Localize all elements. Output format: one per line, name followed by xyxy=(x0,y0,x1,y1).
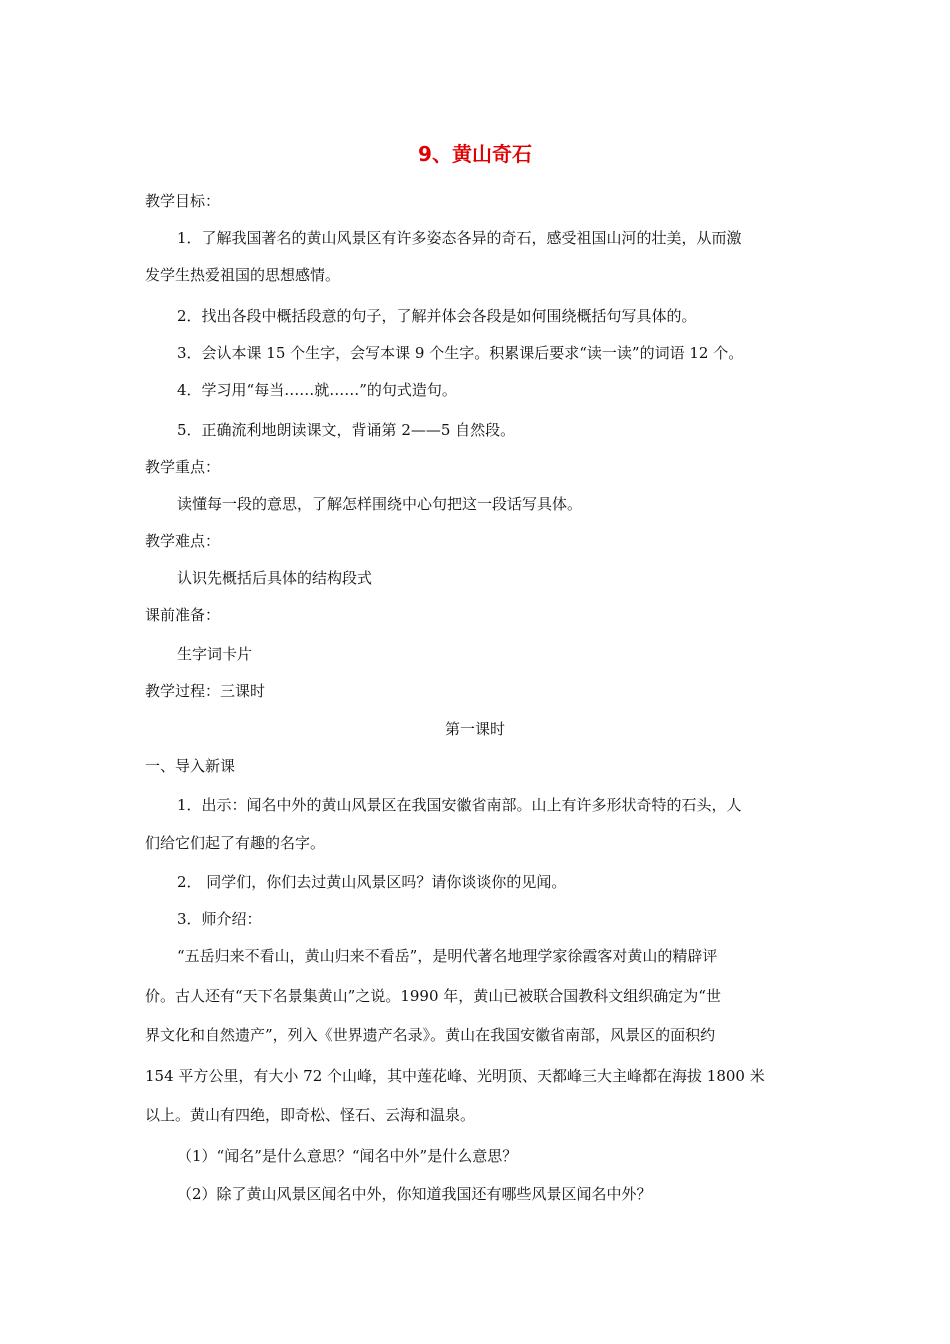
question-1: （1）“闻名”是什么意思？“闻名中外”是什么意思？ xyxy=(177,1147,518,1165)
section1-item-3: 3．师介绍： xyxy=(177,910,262,928)
intro-line-1: “五岳归来不看山，黄山归来不看岳”，是明代著名地理学家徐霞客对黄山的精辟评 xyxy=(177,947,718,965)
difficulties-text: 认识先概括后具体的结构段式 xyxy=(177,569,373,587)
objective-item-2: 2．找出各段中概括段意的句子，了解并体会各段是如何围绕概括句写具体的。 xyxy=(177,307,697,325)
question-2: （2）除了黄山风景区闻名中外，你知道我国还有哪些风景区闻名中外？ xyxy=(177,1185,652,1203)
intro-line-3: 界文化和自然遗产”，列入《世界遗产名录》。黄山在我国安徽省南部，风景区的面积约 xyxy=(145,1026,716,1044)
difficulties-heading: 教学难点： xyxy=(145,532,221,550)
intro-line-2: 价。古人还有“天下名景集黄山”之说。1990 年，黄山已被联合国教科文组织确定为“世 xyxy=(145,987,721,1005)
objective-item-5: 5．正确流利地朗读课文，背诵第 2——5 自然段。 xyxy=(177,421,516,439)
section1-item-1a: 1．出示：闻名中外的黄山风景区在我国安徽省南部。山上有许多形状奇特的石头，人 xyxy=(177,796,742,814)
preparation-text: 生字词卡片 xyxy=(177,645,253,663)
intro-line-5: 以上。黄山有四绝，即奇松、怪石、云海和温泉。 xyxy=(145,1106,476,1124)
section1-heading: 一、导入新课 xyxy=(145,757,236,775)
process-text: 教学过程：三课时 xyxy=(145,682,266,700)
objectives-heading: 教学目标： xyxy=(145,192,221,210)
lesson1-heading: 第一课时 xyxy=(444,720,505,738)
page-title: 9、黄山奇石 xyxy=(418,142,532,166)
objective-item-1a: 1．了解我国著名的黄山风景区有许多姿态各异的奇石，感受祖国山河的壮美，从而激 xyxy=(177,229,742,247)
section1-item-1b: 们给它们起了有趣的名字。 xyxy=(145,834,326,852)
section1-item-2: 2． 同学们，你们去过黄山风景区吗？请你谈谈你的见闻。 xyxy=(177,873,567,891)
objective-item-3: 3．会认本课 15 个生字，会写本课 9 个生字。积累课后要求“读一读”的词语 12 个。 xyxy=(177,344,744,362)
preparation-heading: 课前准备： xyxy=(145,606,221,624)
intro-line-4: 154 平方公里，有大小 72 个山峰，其中莲花峰、光明顶、天都峰三大主峰都在海拔 1800 米 xyxy=(145,1067,765,1085)
objective-item-4: 4．学习用“每当……就……”的句式造句。 xyxy=(177,381,457,399)
key-points-heading: 教学重点： xyxy=(145,458,221,476)
key-points-text: 读懂每一段的意思，了解怎样围绕中心句把这一段话写具体。 xyxy=(177,495,583,513)
objective-item-1b: 发学生热爱祖国的思想感情。 xyxy=(145,266,341,284)
